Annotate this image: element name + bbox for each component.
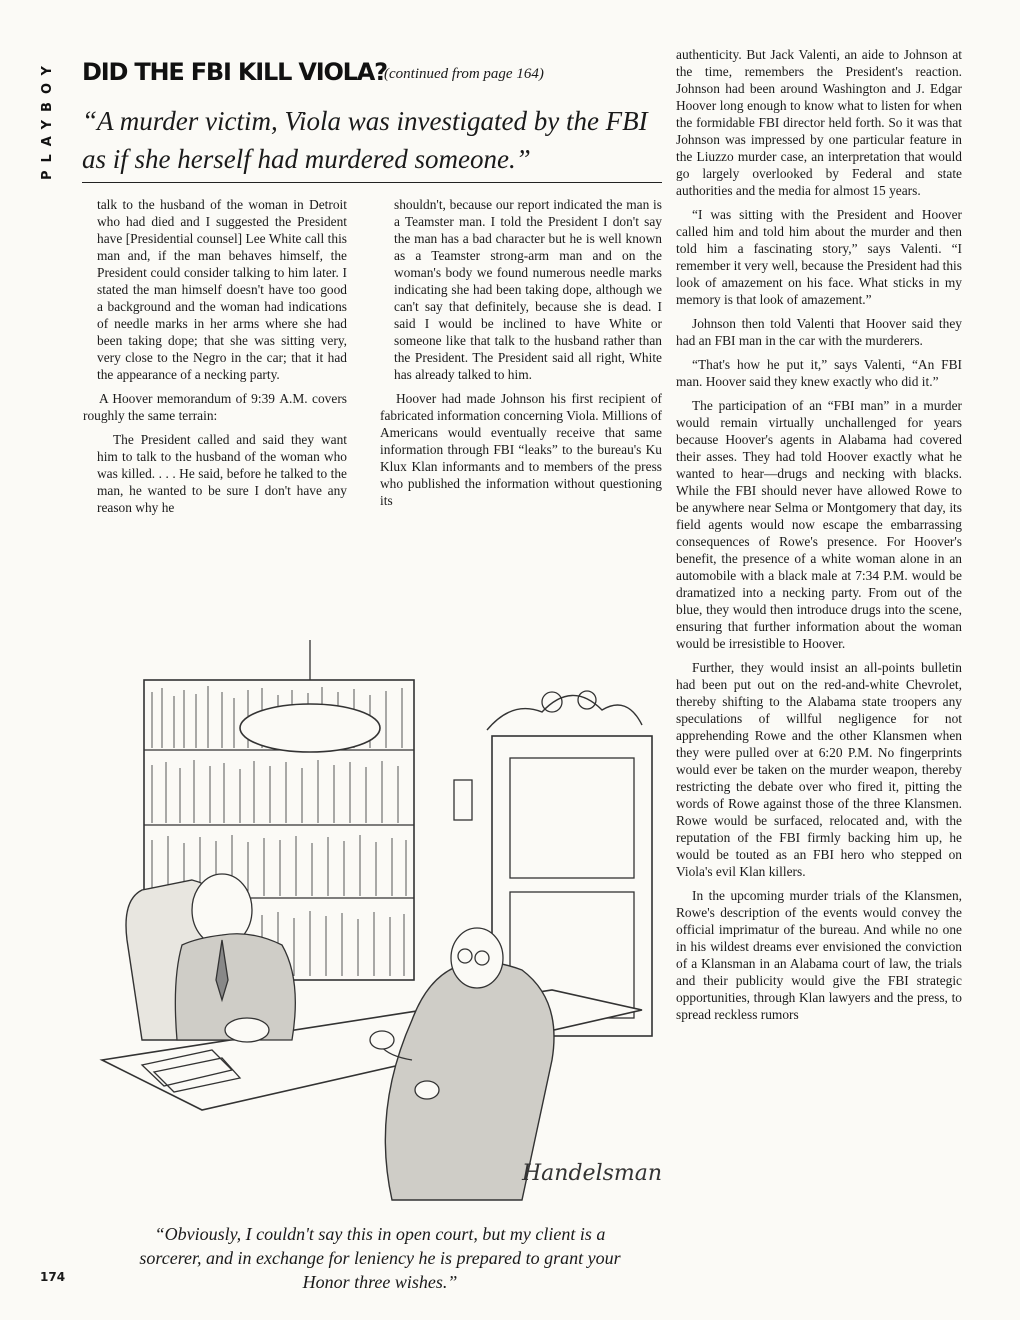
paragraph: [83, 390, 347, 424]
time-suffix: A.M.: [279, 391, 308, 406]
time-suffix: P.M.: [883, 568, 908, 583]
text-run: Further, they would insist an all-points bulletin had been put out on the red-and-white Chevrolet, thereby shifting to the Alabama state troopers any speculations of willful negligence for not apprehending Rowe and the other Klansmen when they were pulled over at 6:20: [676, 660, 962, 760]
cartoon-illustration: [82, 640, 664, 1212]
page-number: 174: [40, 1270, 66, 1284]
paragraph: “I was sitting with the President and Hoover called him and told him about the murder and then told him a fascinating story,” says Valenti. “I remember it very well, because the President had this look of amazement on his face. What sticks in my memory is that look of amazement.”: [676, 207, 962, 307]
paragraph: “That's how he put it,” says Valenti, “An FBI man. Hoover said they knew exactly who did it.”: [676, 357, 962, 389]
paragraph: authenticity. But Jack Valenti, an aide to Johnson at the time, remembers the President's reaction. Johnson had been around Washington and J. Edgar Hoover long enough to know what to listen for when the formidable FBI director held forth. So it was that Johnson was impressed by one particular feature in the Liuzzo murder case, an interpretation that would go largely overlooked by Federal and state authorities and the media for almost 15 years.: [676, 47, 962, 198]
text-column-3: [676, 46, 962, 1030]
continued-note: (continued from page 164): [384, 66, 544, 82]
magazine-name: PLAYBOY: [40, 58, 55, 180]
paragraph: Hoover had made Johnson his first recipient of fabricated information concerning Viola. Millions of Americans would eventually receive that same information through FBI “leaks” to the bureau's Ku Klux Klan informants and to members of the press who published the information without questioning its: [380, 391, 662, 508]
time-suffix: P.M.: [847, 745, 873, 760]
text-column-2: [380, 196, 662, 516]
memo-quote-1: talk to the husband of the woman in Detroit who had died and I suggested the President have [Presidential counsel] Lee White call this man and, if the man behaves himself, the President could consider talking to him later. I stated the man himself doesn't have too good a background and the woman had indications of needle marks in her arms where she had been taking dope; that she was sitting very, very close to the Negro in the car; that it had the appearance of a necking party.: [97, 197, 347, 382]
text-run: covers roughly the same terrain:: [83, 391, 347, 423]
paragraph: [676, 397, 962, 652]
paragraph: [676, 659, 962, 880]
pull-quote: “A murder victim, Viola was investigated by the FBI as if she herself had murdered someone.”: [82, 106, 648, 174]
cartoon-drawing: [82, 640, 664, 1212]
text-run: A Hoover memorandum of 9:39: [99, 391, 280, 406]
text-run: The participation of an “FBI man” in a murder would remain virtually unchallenged for years because Hoover's agents in Alabama had covered their asses. They had told Hoover exactly what he wanted to hear—drugs and necking with blacks. While the FBI should never have allowed Rowe to be anywhere near Selma or Montgomery that day, its field agents would now escape the embarrassing consequences of Rowe's presence. For Hoover's benefit, the presence of a white woman alone in an automobile with a black male at 7:34: [676, 398, 962, 583]
paragraph: Johnson then told Valenti that Hoover said they had an FBI man in the car with the murderers.: [676, 316, 962, 348]
text-column-1: [83, 196, 347, 523]
paragraph: In the upcoming murder trials of the Klansmen, Rowe's description of the events would convey the official imprimatur of the bureau. And while no one in his wildest dreams ever envisioned the conviction of a Klansman in an Alabama court of law, the trials and their publicity would give the FBI strategic opportunities, through Klan lawyers and the press, to spread reckless rumors: [676, 888, 962, 1022]
text-run: would be dramatized into a necking party. From out of the blue, they would then introduce drugs into the scene, ensuring that further information about the woman would be irresistible to Hoover.: [676, 568, 962, 651]
memo-quote-2-cont: shouldn't, because our report indicated the man is a Teamster man. I told the President I don't say the man has a bad character but he is well known as a Teamster strong-arm man and on the woman's body we found numerous needle marks indicating she had been taking dope, although we can't say that definitely, because she is dead. I said I would be inclined to have White or someone like that talk to the husband rather than the President. The President said all right, White has already talked to him.: [394, 197, 662, 382]
text-run: No fingerprints would ever be taken on the murder weapon, thereby restricting the debate over who fired it, pitting the words of Rowe against those of the three Klansmen. Rowe would be surfaced, relocated and, with the reputation of the FBI firmly backing him up, he would be touted as an FBI hero who stepped on Viola's evil Klan killers.: [676, 745, 963, 879]
memo-quote-2: The President called and said they want him to talk to the husband of the woman who was killed. . . . He said, before he talked to the man, he wanted to be sure I don't have any reason why he: [97, 432, 347, 515]
article-headline: DID THE FBI KILL VIOLA?: [82, 58, 387, 86]
cartoonist-signature: Handelsman: [522, 1161, 663, 1186]
pull-quote-rule: [82, 182, 662, 183]
cartoon-caption: “Obviously, I couldn't say this in open court, but my client is a sorcerer, and in exchange for leniency he is prepared to grant your Honor three wishes.”: [139, 1224, 621, 1292]
